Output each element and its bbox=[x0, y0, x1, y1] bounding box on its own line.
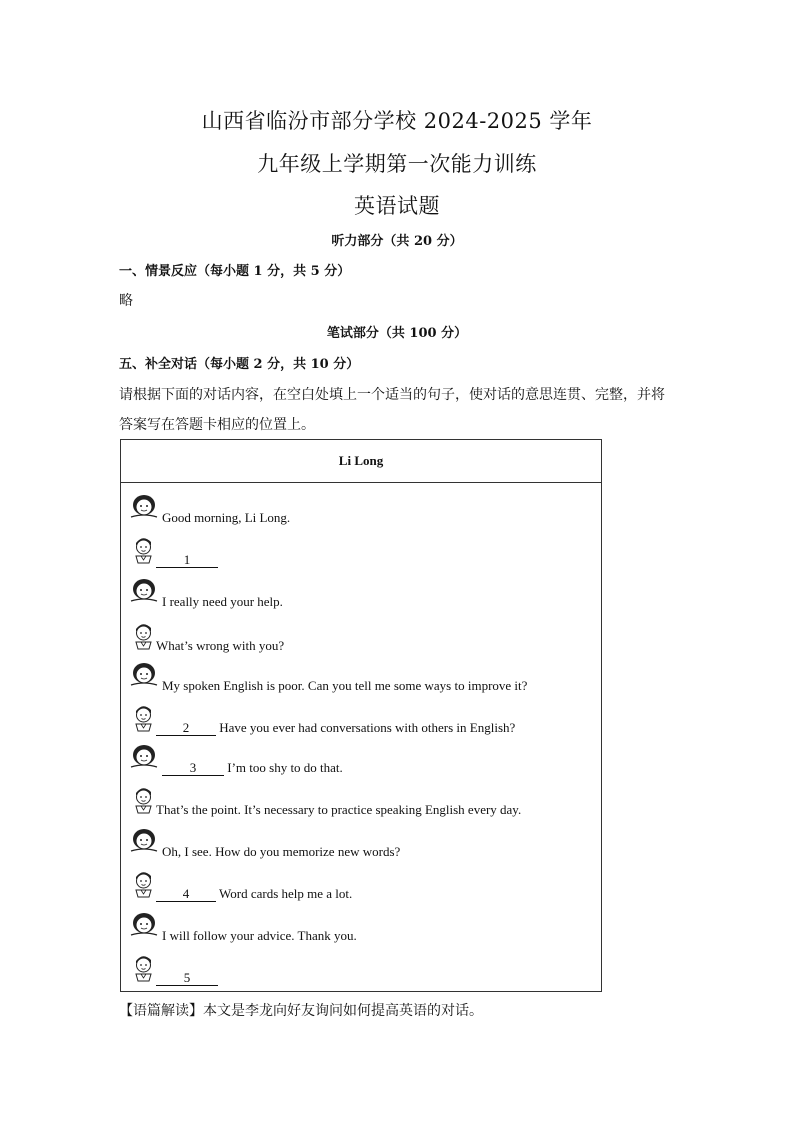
doc-title-line1: 山西省临汾市部分学校 2024-2025 学年 bbox=[201, 109, 593, 133]
omitted-note: 略 bbox=[119, 293, 133, 309]
dialogue-line bbox=[121, 702, 601, 742]
dialogue-line bbox=[121, 534, 601, 574]
dialogue-text bbox=[162, 928, 357, 944]
dialogue-text bbox=[162, 678, 527, 694]
girl-avatar-icon bbox=[129, 826, 161, 858]
instruction-line2: 答案写在答题卡相应的位置上。 bbox=[119, 417, 315, 433]
boy-avatar-icon bbox=[131, 868, 157, 902]
writing-title: 笔试部分（共 100 分） bbox=[326, 326, 468, 341]
dialogue-line bbox=[121, 576, 601, 616]
answer-blank[interactable]: 4 bbox=[156, 887, 216, 902]
girl-avatar-icon bbox=[129, 576, 161, 608]
listening-title: 听力部分（共 20 分） bbox=[331, 234, 463, 249]
boy-avatar-icon bbox=[131, 620, 157, 654]
dialogue-sentence: Word cards help me a lot. bbox=[216, 886, 353, 901]
doc-title-line2: 九年级上学期第一次能力训练 bbox=[257, 152, 537, 176]
dialogue-line bbox=[121, 660, 601, 700]
girl-avatar-icon bbox=[129, 660, 161, 692]
girl-avatar-icon bbox=[129, 492, 161, 524]
dialogue-header: Li Long bbox=[121, 440, 601, 483]
dialogue-sentence: Have you ever had conversations with others in English? bbox=[216, 720, 516, 735]
dialogue-text bbox=[156, 802, 521, 818]
dialogue-line bbox=[121, 826, 601, 866]
dialogue-line bbox=[121, 492, 601, 532]
dialogue-text bbox=[156, 638, 284, 654]
dialogue-line bbox=[121, 620, 601, 660]
boy-avatar-icon bbox=[131, 784, 157, 818]
dialogue-text bbox=[162, 510, 290, 526]
dialogue-line bbox=[121, 910, 601, 950]
answer-blank[interactable]: 3 bbox=[162, 761, 224, 776]
girl-avatar-icon bbox=[129, 910, 161, 942]
answer-blank[interactable]: 5 bbox=[156, 971, 218, 986]
boy-avatar-icon bbox=[131, 952, 157, 986]
dialogue-sentence: That’s the point. It’s necessary to practice speaking English every day. bbox=[156, 802, 522, 817]
answer-blank[interactable]: 2 bbox=[156, 721, 216, 736]
dialogue-box bbox=[120, 439, 602, 992]
dialogue-line bbox=[121, 784, 601, 824]
section1-heading: 一、情景反应（每小题 1 分，共 5 分） bbox=[119, 264, 351, 279]
dialogue-line bbox=[121, 952, 601, 992]
dialogue-text bbox=[156, 886, 352, 902]
passage-analysis: 【语篇解读】本文是李龙向好友询问如何提高英语的对话。 bbox=[119, 1003, 483, 1019]
dialogue-sentence: I really need your help. bbox=[162, 594, 283, 609]
dialogue-text bbox=[156, 552, 218, 568]
dialogue-sentence: My spoken English is poor. Can you tell me some ways to improve it? bbox=[162, 678, 528, 693]
boy-avatar-icon bbox=[131, 534, 157, 568]
dialogue-text bbox=[162, 760, 343, 776]
dialogue-text bbox=[156, 970, 218, 986]
dialogue-text bbox=[156, 720, 515, 736]
doc-title-line3: 英语试题 bbox=[354, 194, 440, 218]
dialogue-line bbox=[121, 742, 601, 782]
dialogue-line bbox=[121, 868, 601, 908]
dialogue-text bbox=[162, 594, 283, 610]
dialogue-sentence: I’m too shy to do that. bbox=[224, 760, 343, 775]
instruction-line1: 请根据下面的对话内容，在空白处填上一个适当的句子，使对话的意思连贯、完整，并将 bbox=[119, 387, 665, 403]
answer-blank[interactable]: 1 bbox=[156, 553, 218, 568]
boy-avatar-icon bbox=[131, 702, 157, 736]
dialogue-sentence: Oh, I see. How do you memorize new words? bbox=[162, 844, 401, 859]
dialogue-sentence: I will follow your advice. Thank you. bbox=[162, 928, 357, 943]
girl-avatar-icon bbox=[129, 742, 161, 774]
dialogue-sentence: Good morning, Li Long. bbox=[162, 510, 291, 525]
section5-heading: 五、补全对话（每小题 2 分，共 10 分） bbox=[119, 357, 360, 372]
dialogue-sentence: What’s wrong with you? bbox=[156, 638, 285, 653]
dialogue-text bbox=[162, 844, 400, 860]
